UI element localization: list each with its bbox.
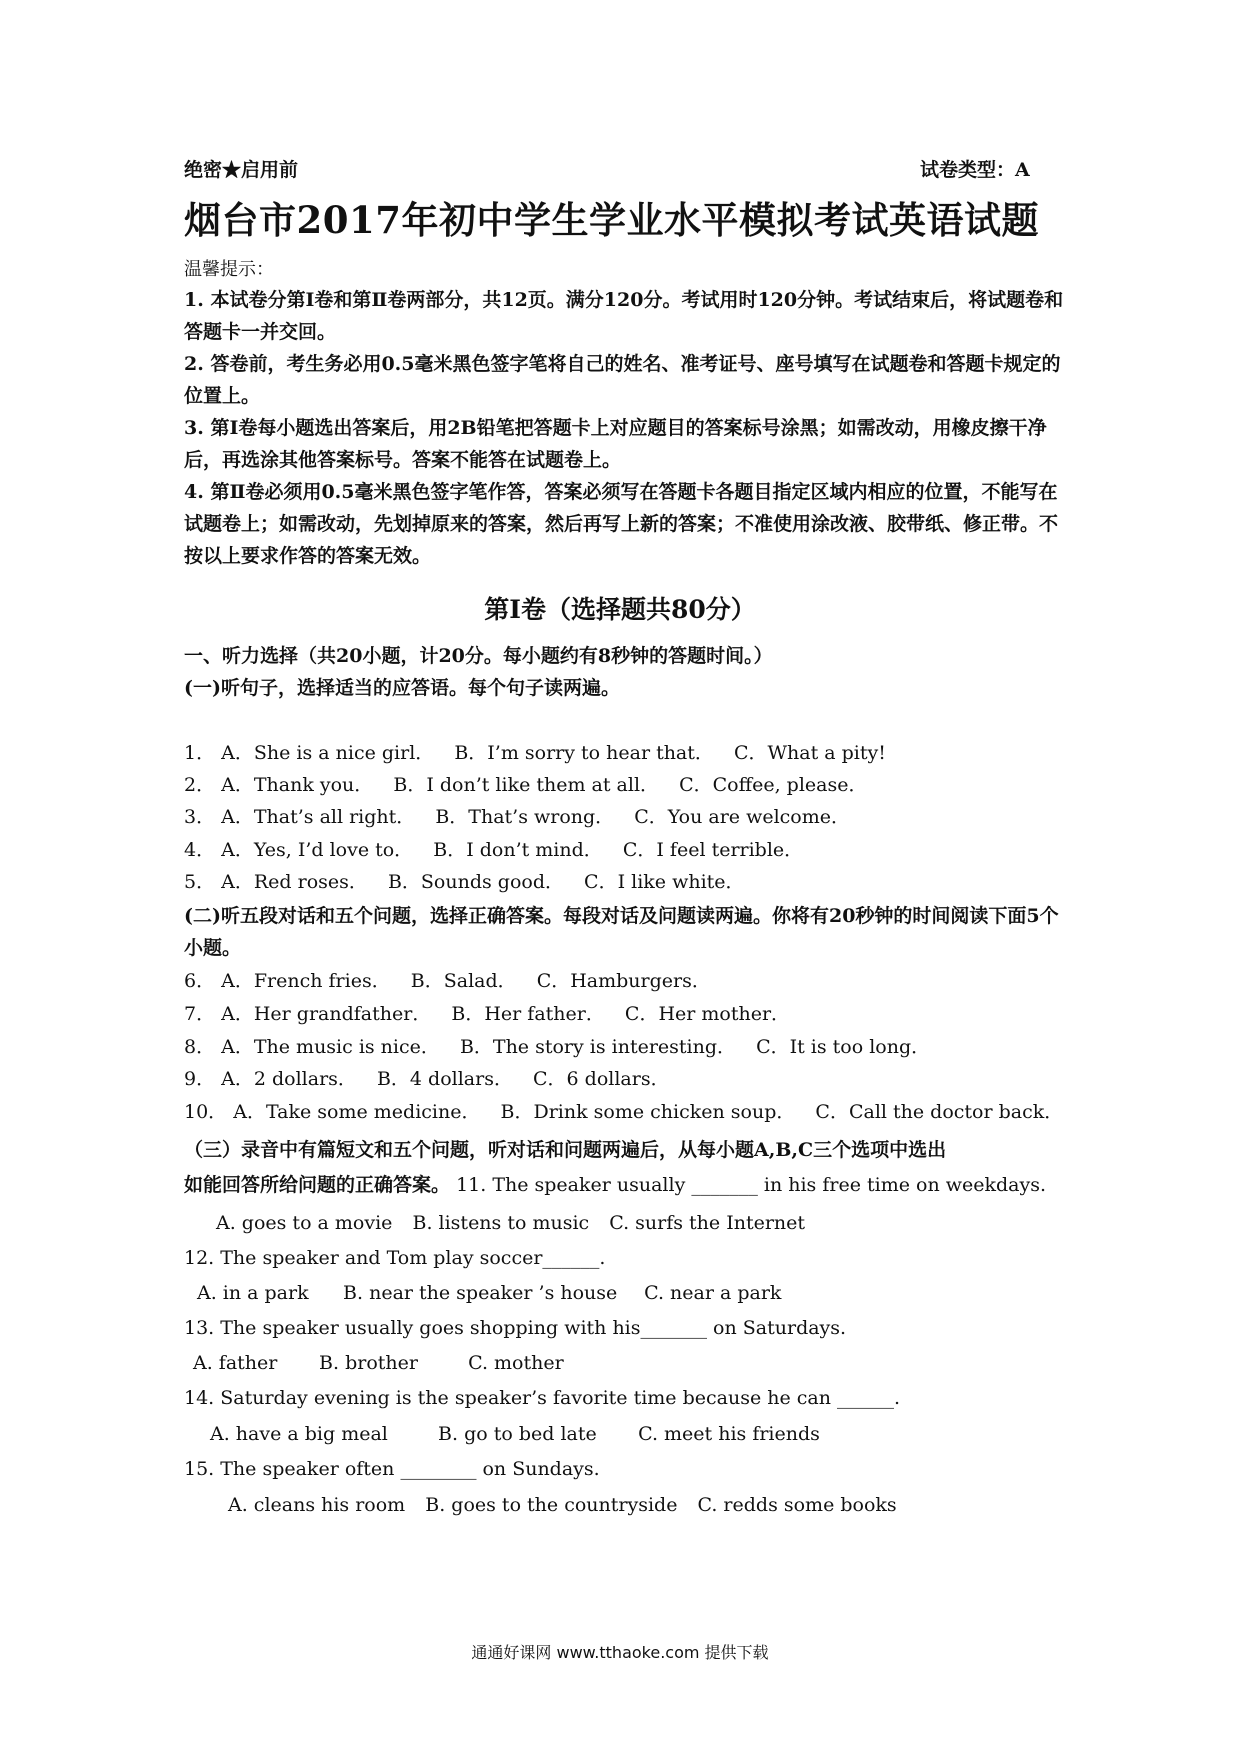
- question-13-options: [193, 1350, 564, 1376]
- option-c: C．You are welcome．: [634, 806, 850, 828]
- tips-list: [184, 284, 1064, 572]
- question-3: [184, 804, 864, 830]
- question-15-stem: 15. The speaker often ________ on Sundays.: [184, 1458, 600, 1480]
- option-a: A．Yes, I’d love to．: [221, 839, 414, 861]
- question-12-stem: 12. The speaker and Tom play soccer______.: [184, 1247, 606, 1269]
- exam-title: 烟台市2017年初中学生学业水平模拟考试英语试题: [184, 198, 1039, 242]
- option-c: C. surfs the Internet: [609, 1212, 806, 1234]
- question-number: 2．: [184, 774, 216, 796]
- option-a: A. cleans his room: [228, 1494, 406, 1516]
- question-1: [184, 740, 900, 766]
- question-number: 9．: [184, 1068, 216, 1090]
- question-number: 1．: [184, 742, 216, 764]
- question-number: 7．: [184, 1003, 216, 1025]
- option-a: A. have a big meal: [210, 1423, 388, 1445]
- question-number: 4．: [184, 839, 216, 861]
- option-c: C. mother: [468, 1352, 564, 1374]
- option-a: A. father: [193, 1352, 278, 1374]
- question-15-options: [228, 1492, 897, 1518]
- question-11-stem-line: [184, 1169, 1046, 1201]
- option-c: C．I feel terrible．: [622, 839, 804, 861]
- option-a: A. goes to a movie: [216, 1212, 393, 1234]
- option-b: B．Drink some chicken soup．: [500, 1101, 796, 1123]
- option-c: C．What a pity!: [733, 742, 886, 764]
- question-6: [184, 968, 725, 994]
- option-b: B．4 dollars．: [376, 1068, 513, 1090]
- question-13-stem: 13. The speaker usually goes shopping with his_______ on Saturdays.: [184, 1317, 847, 1339]
- question-number: 5．: [184, 871, 216, 893]
- question-11-options: [216, 1210, 805, 1236]
- question-number: 8．: [184, 1036, 216, 1058]
- question-5: [184, 869, 759, 895]
- question-2: [184, 772, 881, 798]
- option-b: B．I’m sorry to hear that．: [454, 742, 714, 764]
- option-c: C. redds some books: [697, 1494, 897, 1516]
- option-a: A．That’s all right．: [221, 806, 416, 828]
- option-a: A．The music is nice．: [221, 1036, 440, 1058]
- question-number: 3．: [184, 806, 216, 828]
- option-a: A．Red roses．: [221, 871, 368, 893]
- option-b: B．Her father．: [451, 1003, 605, 1025]
- subsection-two-heading: (二)听五段对话和五个问题，选择正确答案。每段对话及问题读两遍。你将有20秒钟的时间阅读下面5个小题。: [184, 905, 1059, 959]
- option-b: B. near the speaker ’s house: [343, 1282, 618, 1304]
- question-number: 10．: [184, 1101, 228, 1123]
- question-10: [184, 1099, 1077, 1125]
- option-b: B．I don’t mind．: [433, 839, 603, 861]
- option-b: B．Salad．: [410, 970, 517, 992]
- option-b: B. goes to the countryside: [425, 1494, 678, 1516]
- option-c: C．Her mother．: [624, 1003, 791, 1025]
- option-c: C．I like white．: [584, 871, 745, 893]
- question-8: [184, 1034, 944, 1060]
- tips-label: 温馨提示：: [184, 259, 274, 280]
- option-b: B. go to bed late: [438, 1423, 597, 1445]
- option-b: B．That’s wrong．: [435, 806, 615, 828]
- option-c: C．It is too long．: [756, 1036, 931, 1058]
- question-7: [184, 1001, 804, 1027]
- option-b: B．Sounds good．: [387, 871, 564, 893]
- page-footer: 通通好课网 www.tthaoke.com 提供下载: [471, 1643, 769, 1662]
- part-one-title: 第Ⅰ卷（选择题共80分）: [484, 595, 756, 624]
- question-4: [184, 837, 817, 863]
- option-a: A．She is a nice girl．: [221, 742, 435, 764]
- tip-item: 3. 第Ⅰ卷每小题选出答案后，用2B铅笔把答题卡上对应题目的答案标号涂黑；如需改动，用橡皮擦干净后，再选涂其他答案标号。答案不能答在试题卷上。: [184, 417, 1047, 471]
- question-14-options: [210, 1421, 820, 1447]
- option-b: B．I don’t like them at all．: [393, 774, 660, 796]
- option-c: C．Coffee, please．: [679, 774, 868, 796]
- question-number: 6．: [184, 970, 216, 992]
- subsection-one-heading: (一)听句子，选择适当的应答语。每个句子读两遍。: [184, 677, 620, 699]
- confidential-label: 绝密★启用前: [184, 159, 299, 181]
- option-c: C．6 dollars．: [533, 1068, 670, 1090]
- option-c: C．Call the doctor back．: [815, 1101, 1064, 1123]
- option-b: B．The story is interesting．: [459, 1036, 737, 1058]
- tip-item: 4. 第Ⅱ卷必须用0.5毫米黑色签字笔作答，答案必须写在答题卡各题目指定区域内相应的位置，不能写在试题卷上；如需改动，先划掉原来的答案，然后再写上新的答案；不准使用涂改液、胶带纸、修正带。不按以上要求作答的答案无效。: [184, 481, 1059, 567]
- question-12-options: [197, 1280, 781, 1306]
- option-a: A．Her grandfather．: [221, 1003, 432, 1025]
- question-9: [184, 1066, 684, 1092]
- option-b: B. brother: [319, 1352, 418, 1374]
- option-c: C. near a park: [644, 1282, 782, 1304]
- subsection-three-heading-cont: 如能回答所给问题的正确答案。: [184, 1174, 451, 1196]
- tip-item: 1. 本试卷分第Ⅰ卷和第Ⅱ卷两部分，共12页。满分120分。考试用时120分钟。考试结束后，将试题卷和答题卡一并交回。: [184, 289, 1064, 343]
- section-one-heading: 一、听力选择（共20小题，计20分。每小题约有8秒钟的答题时间。）: [184, 645, 773, 667]
- option-a: A．2 dollars．: [221, 1068, 357, 1090]
- tip-item: 2. 答卷前，考生务必用0.5毫米黑色签字笔将自己的姓名、准考证号、座号填写在试题卷和答题卡规定的位置上。: [184, 353, 1061, 407]
- option-a: A. in a park: [197, 1282, 309, 1304]
- question-11-stem: 11. The speaker usually _______ in his free time on weekdays.: [456, 1174, 1046, 1196]
- option-b: B. listens to music: [412, 1212, 590, 1234]
- paper-type-label: 试卷类型：A: [920, 159, 1030, 181]
- question-14-stem: 14. Saturday evening is the speaker’s favorite time because he can ______.: [184, 1387, 901, 1409]
- option-a: A．Take some medicine．: [233, 1101, 481, 1123]
- subsection-three-heading: （三）录音中有篇短文和五个问题，听对话和问题两遍后，从每小题A,B,C三个选项中选出: [184, 1139, 947, 1161]
- option-c: C. meet his friends: [638, 1423, 820, 1445]
- option-a: A．French fries．: [221, 970, 391, 992]
- option-a: A．Thank you．: [221, 774, 374, 796]
- option-c: C．Hamburgers．: [536, 970, 711, 992]
